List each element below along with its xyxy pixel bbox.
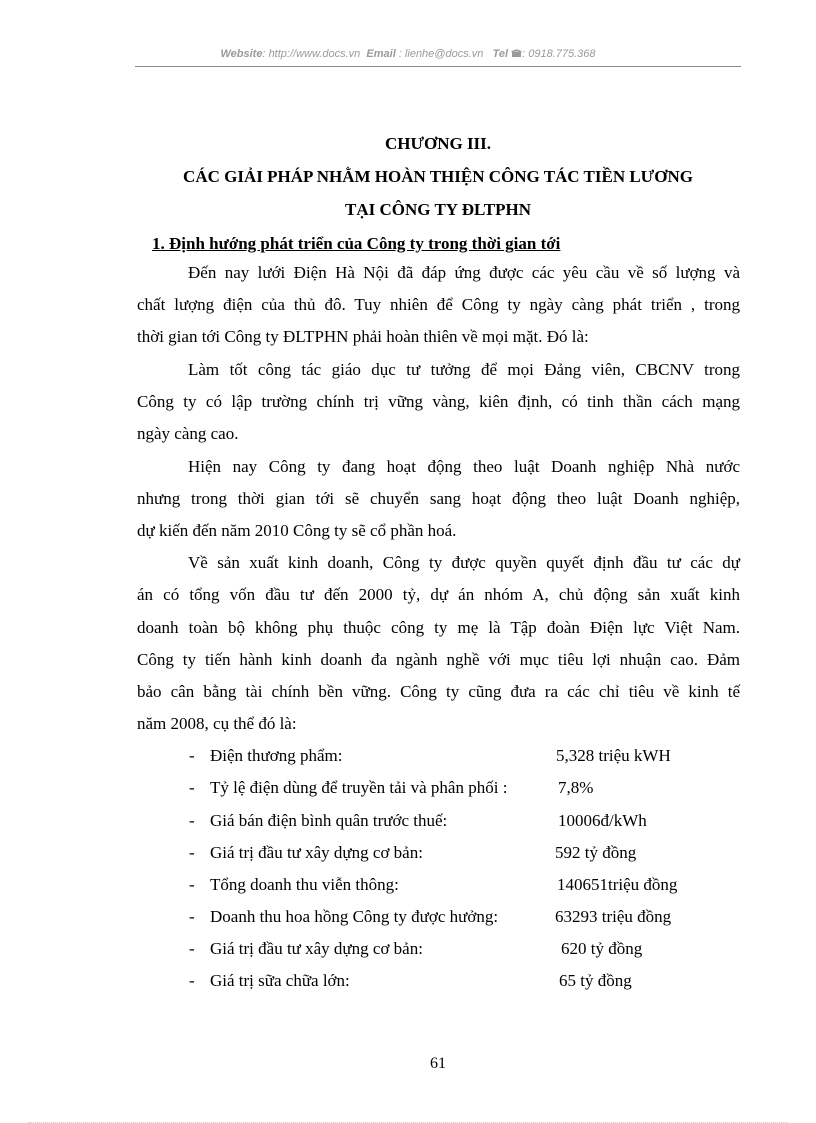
paragraph-line: án có tổng vốn đầu tư đến 2000 tỷ, dự án nhóm A, chủ động sản xuất kinh xyxy=(137,585,740,604)
list-dash: - xyxy=(189,939,195,958)
email-label: Email xyxy=(366,48,396,60)
list-dash: - xyxy=(189,746,195,765)
target-value: 140651triệu đồng xyxy=(557,875,678,894)
paragraph-line: dự kiến đến năm 2010 Công ty sẽ cổ phần hoá. xyxy=(137,521,457,540)
paragraph-line: bảo cân bằng tài chính bền vững. Công ty cũng đưa ra các chỉ tiêu về kinh tế xyxy=(137,682,740,701)
target-value: 65 tỷ đồng xyxy=(559,971,632,990)
target-value: 592 tỷ đồng xyxy=(555,843,637,862)
website-value: : http://www.docs.vn xyxy=(262,48,361,60)
target-value: 620 tỷ đồng xyxy=(561,939,643,958)
list-dash: - xyxy=(189,875,195,894)
section-title: 1. Định hướng phát triển của Công ty trong thời gian tới xyxy=(152,234,561,253)
paragraph-line: Về sản xuất kinh doanh, Công ty được quyền quyết định đầu tư các dự xyxy=(188,553,740,572)
page-header xyxy=(0,48,816,60)
target-label: Tổng doanh thu viễn thông: xyxy=(210,875,399,894)
header-rule xyxy=(135,66,741,67)
paragraph-line: Công ty có lập trường chính trị vững vàng, kiên định, có tinh thần cách mạng xyxy=(137,392,740,411)
target-label: Giá bán điện bình quân trước thuế: xyxy=(210,811,448,830)
paragraph-line: Đến nay lưới Điện Hà Nội đã đáp ứng được các yêu cầu về số lượng và xyxy=(188,263,740,282)
list-dash: - xyxy=(189,907,195,926)
paragraph-line: chất lượng điện của thủ đô. Tuy nhiên để Công ty ngày càng phát triển , trong xyxy=(137,295,740,314)
target-value: 7,8% xyxy=(558,778,594,797)
page-number: 61 xyxy=(430,1055,446,1072)
chapter-subtitle: TẠI CÔNG TY ĐLTPHN xyxy=(345,200,531,219)
target-value: 5,328 triệu kWH xyxy=(556,746,671,765)
website-label: Website xyxy=(220,48,263,60)
list-dash: - xyxy=(189,811,195,830)
chapter-title: CÁC GIẢI PHÁP NHẰM HOÀN THIỆN CÔNG TÁC TIỀN LƯƠNG xyxy=(183,167,693,186)
phone-icon xyxy=(511,48,522,58)
email-value: : lienhe@docs.vn xyxy=(395,48,484,60)
tel-value: : 0918.775.368 xyxy=(522,48,596,60)
target-value: 10006đ/kWh xyxy=(558,811,647,830)
list-dash: - xyxy=(189,778,195,797)
paragraph-line: thời gian tới Công ty ĐLTPHN phải hoàn thiên về mọi mặt. Đó là: xyxy=(137,327,589,346)
list-dash: - xyxy=(189,843,195,862)
target-value: 63293 triệu đồng xyxy=(555,907,672,926)
target-label: Giá trị đầu tư xây dựng cơ bản: xyxy=(210,939,423,958)
paragraph-line: ngày càng cao. xyxy=(137,424,239,443)
paragraph-line: năm 2008, cụ thể đó là: xyxy=(137,714,297,733)
target-label: Giá trị đầu tư xây dựng cơ bản: xyxy=(210,843,423,862)
paragraph-line: Làm tốt công tác giáo dục tư tưởng để mọi Đảng viên, CBCNV trong xyxy=(188,360,740,379)
list-dash: - xyxy=(189,971,195,990)
target-label: Tỷ lệ điện dùng để truyền tải và phân phối : xyxy=(210,778,508,797)
paragraph-line: doanh toàn bộ không phụ thuộc công ty mẹ là Tập đoàn Điện lực Việt Nam. xyxy=(137,618,740,637)
paragraph-line: Công ty tiến hành kinh doanh đa ngành nghề với mục tiêu lợi nhuận cao. Đảm xyxy=(137,650,740,669)
target-label: Điện thương phẩm: xyxy=(210,746,343,765)
target-label: Doanh thu hoa hồng Công ty được hưởng: xyxy=(210,907,499,926)
chapter-number: CHƯƠNG III. xyxy=(384,134,492,153)
target-label: Giá trị sữa chữa lớn: xyxy=(210,971,350,990)
paragraph-line: Hiện nay Công ty đang hoạt động theo luật Doanh nghiệp Nhà nước xyxy=(188,457,740,476)
tel-label: Tel xyxy=(492,48,509,60)
paragraph-line: nhưng trong thời gian tới sẽ chuyển sang hoạt động theo luật Doanh nghiệp, xyxy=(137,489,740,508)
